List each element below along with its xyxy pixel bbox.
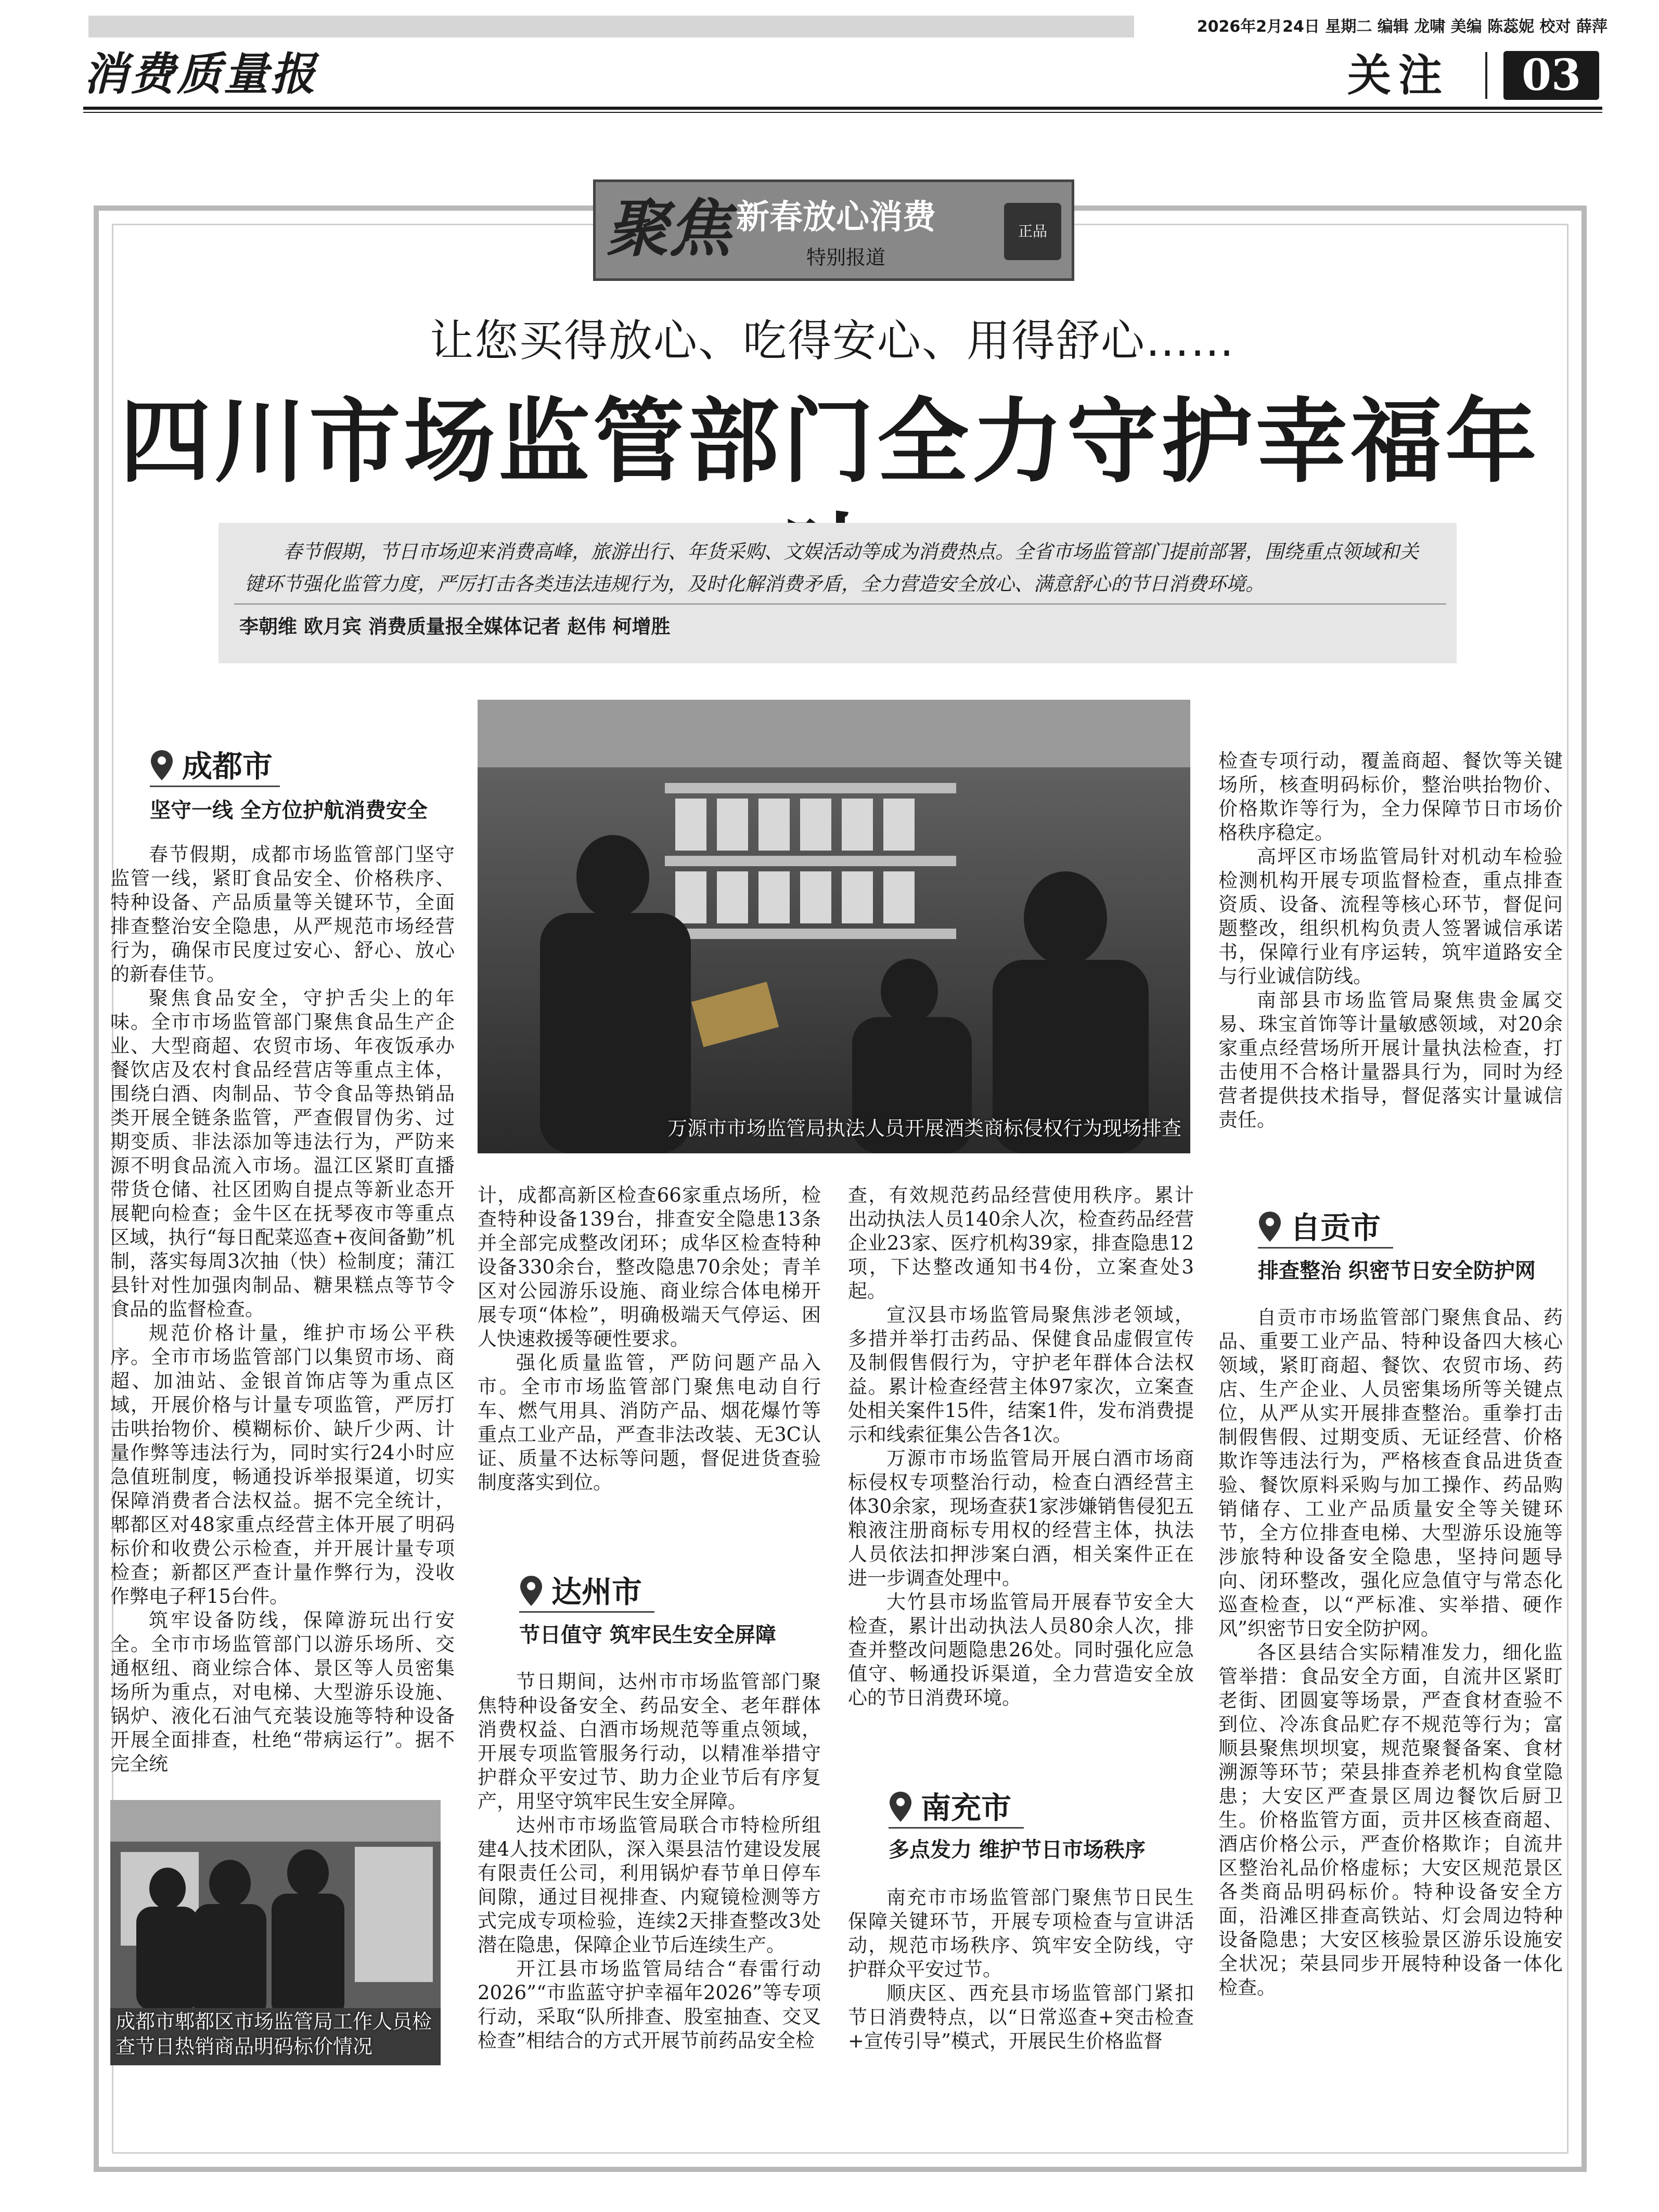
paragraph: 南部县市场监管局聚焦贵金属交易、珠宝首饰等计量敏感领域，对20余家重点经营场所开展计量执法检查，打击使用不合格计量器具行为，同时为经营者提供技术指导，督促落实计量诚信责任。 [1218, 989, 1563, 1131]
section-name: 关注 [1347, 49, 1450, 101]
location-pin-icon [519, 1575, 543, 1607]
header-rule-thin [83, 112, 1602, 113]
zigong-heading [1258, 1210, 1424, 1246]
masthead-logo: 消费质量报 [83, 48, 317, 100]
nanchong-col4 [1218, 749, 1563, 1132]
paragraph: 高坪区市场监管局针对机动车检验检测机构开展专项监督检查，重点排查资质、设备、流程等核心环节，督促问题整改，组织机构负责人签署诚信承诺书，保障行业有序运转，筑牢道路安全与行业诚信防线。 [1218, 845, 1563, 987]
article-subtitle: 让您买得放心、吃得安心、用得舒心…… [429, 315, 1235, 366]
issue-meta-line: 2026年2月24日 星期二 编辑 龙啸 美编 陈蕊妮 校对 薛萍 [1197, 18, 1607, 36]
paragraph: 各区县结合实际精准发力，细化监管举措：食品安全方面，自流井区紧盯老街、团圆宴等场景，严查食材查验不到位、冷冻食品贮存不规范等行为；富顺县聚焦坝坝宴，规范聚餐备案、食材溯源等环节；荣县排查养老机构食堂隐患；大安区严查景区周边餐饮后厨卫生。价格监管方面，贡井区核查商超、酒店价格公示，严查价格欺诈；自流井区整治礼品价格虚标；大安区规范景区各类商品明码标价。特种设备安全方面，沿滩区排查高铁站、灯会周边特种设备隐患；大安区核验景区游乐设施安全状况；荣县同步开展特种设备一体化检查。 [1218, 1641, 1563, 1999]
chengdu-col2 [478, 1184, 821, 1495]
top-gray-rule [88, 16, 1134, 37]
main-photo-caption: 万源市市场监管局执法人员开展酒类商标侵权行为现场排查 [667, 1117, 1182, 1140]
city-underline [1258, 1247, 1393, 1249]
paragraph: 春节假期，成都市场监管部门坚守监管一线，紧盯食品安全、价格秩序、特种设备、产品质量等关键环节，全面排查整治安全隐患，从严规范市场经营行为，确保市民度过安心、舒心、放心的新春佳节。 [110, 843, 455, 985]
banner-ju-jiao: 聚焦 [606, 192, 731, 265]
chengdu-subhead: 坚守一线 全方位护航消费安全 [150, 799, 428, 822]
paragraph: 聚焦食品安全，守护舌尖上的年味。全市市场监管部门聚焦食品生产企业、大型商超、农贸市场、年夜饭承办餐饮店及农村食品经营店等重点主体，围绕白酒、肉制品、节令食品等热销品类开展全链条监管，严查假冒伪劣、过期变质、非法添加等违法行为，严防来源不明食品流入市场。温江区紧盯直播带货仓储、社区团购自提点等新业态开展靶向检查；金牛区在抚琴夜市等重点区域，执行“每日配菜巡查+夜间备勤”机制，落实每周3次抽（快）检制度；蒲江县针对性加强肉制品、糖果糕点等节令食品的监督检查。 [110, 987, 455, 1320]
city-name: 达州市 [551, 1574, 642, 1610]
city-underline [889, 1827, 1024, 1829]
paragraph: 自贡市市场监管部门聚焦食品、药品、重要工业产品、特种设备四大核心领域，紧盯商超、餐饮、农贸市场、药店、生产企业、人员密集场所等关键点位，从严从实开展排查整治。重拳打击制假售假、过期变质、无证经营、价格欺诈等违法行为，严格核查食品进货查验、餐饮原料采购与加工操作、药品购销储存、工业产品质量安全等关键环节，全方位排查电梯、大型游乐设施等涉旅特种设备安全隐患，坚持问题导向、闭环整改，强化应急值守与常态化巡查检查，以“严标准、实举措、硬作风”织密节日安全防护网。 [1218, 1306, 1563, 1640]
paragraph: 规范价格计量，维护市场公平秩序。全市市场监管部门以集贸市场、商超、加油站、金银首饰店等为重点区域，开展价格与计量专项监管，严厉打击哄抬物价、模糊标价、缺斤少两、计量作弊等违法行为，同时实行24小时应急值班制度，畅通投诉举报渠道，切实保障消费者合法权益。据不完全统计，郫都区对48家重点经营主体开展了明码标价和收费公示检查，并开展计量专项检查；新都区严查计量作弊行为，没收作弊电子秤15台件。 [110, 1322, 455, 1607]
article-lead: 春节假期，节日市场迎来消费高峰，旅游出行、年货采购、文娱活动等成为消费热点。全省市场监管部门提前部署，围绕重点领域和关键环节强化监管力度，严厉打击各类违法违规行为，及时化解消费矛盾，全力营造安全放心、满意舒心的节日消费环境。 [245, 541, 1419, 595]
special-report-banner [593, 179, 1074, 281]
paragraph: 节日期间，达州市市场监管部门聚焦特种设备安全、药品安全、老年群体消费权益、白酒市场规范等重点领域，开展专项监管服务行动，以精准举措守护群众平安过节、助力企业节后有序复产，用坚守筑牢民生安全屏障。 [478, 1670, 821, 1812]
paragraph: 筑牢设备防线，保障游玩出行安全。全市市场监管部门以游乐场所、交通枢纽、商业综合体、景区等人员密集场所为重点，对电梯、大型游乐设施、锅炉、液化石油气充装设施等特种设备开展全面排查，杜绝“带病运行”。据不完全统 [110, 1609, 455, 1775]
small-photo-caption: 成都市郫都区市场监管局工作人员检查节日热销商品明码标价情况 [115, 2010, 432, 2058]
city-underline [150, 786, 280, 787]
paragraph: 万源市市场监管局开展白酒市场商标侵权专项整治行动，检查白酒经营主体30余家，现场查获1家涉嫌销售侵犯五粮液注册商标专用权的经营主体，执法人员依法扣押涉案白酒，相关案件正在进一步调查处理中。 [848, 1447, 1194, 1589]
city-name: 自贡市 [1290, 1210, 1381, 1245]
paragraph: 顺庆区、西充县市场监管部门紧扣节日消费特点，以“日常巡查+突击检查+宣传引导”模式，开展民生价格监督 [848, 1982, 1194, 2052]
paragraph: 强化质量监管，严防问题产品入市。全市市场监管部门聚焦电动自行车、燃气用具、消防产品、烟花爆竹等重点工业产品，严查非法改装、无3C认证、质量不达标等问题，督促进货查验制度落实到位。 [478, 1352, 821, 1494]
paragraph: 宣汉县市场监管局聚焦涉老领域，多措并举打击药品、保健食品虚假宣传及制假售假行为，守护老年群体合法权益。累计检查经营主体97家次，立案查处相关案件15件，结案1件，发布消费提示和线索征集公告各1次。 [848, 1304, 1194, 1446]
page-number: 03 [1503, 51, 1599, 100]
article-headline: 四川市场监管部门全力守护幸福年 [119, 389, 1540, 495]
location-pin-icon [150, 749, 174, 781]
dazhou-col2 [478, 1670, 821, 2053]
banner-subtitle: 特别报道 [806, 246, 886, 269]
banner-title: 新春放心消费 [736, 198, 936, 237]
nanchong-col3 [848, 1886, 1194, 2053]
nanchong-subhead: 多点发力 维护节日市场秩序 [889, 1838, 1146, 1862]
city-name: 南充市 [921, 1790, 1012, 1825]
paragraph: 南充市市场监管部门聚焦节日民生保障关键环节，开展专项检查与宣讲活动，规范市场秩序、筑牢安全防线，守护群众平安过节。 [848, 1886, 1194, 1980]
main-photo-image [478, 700, 1190, 1153]
header-rule-thick [83, 107, 1602, 110]
location-pin-icon [889, 1791, 912, 1823]
chengdu-heading [150, 748, 316, 785]
header-divider [1485, 52, 1487, 99]
byline: 李朝维 欧月宾 消费质量报全媒体记者 赵伟 柯增胜 [239, 615, 671, 638]
main-photo [478, 700, 1190, 1153]
city-underline [519, 1611, 654, 1613]
city-name: 成都市 [182, 749, 273, 784]
small-photo [110, 1800, 441, 2065]
paragraph: 计，成都高新区检查66家重点场所，检查特种设备139台，排查安全隐患13条并全部完成整改闭环；成华区检查特种设备330余台，整改隐患70余处；青羊区对公园游乐设施、商业综合体电梯开展专项“体检”，明确极端天气停运、困人快速救援等硬性要求。 [478, 1184, 821, 1350]
dazhou-subhead: 节日值守 筑牢民生安全屏障 [519, 1623, 776, 1647]
paragraph: 开江县市场监管局结合“春雷行动2026”“市监蓝守护幸福年2026”等专项行动，采取“队所排查、股室抽查、交叉检查”相结合的方式开展节前药品安全检 [478, 1958, 821, 2052]
zigong-subhead: 排查整治 织密节日安全防护网 [1258, 1259, 1536, 1283]
nanchong-heading [889, 1790, 1055, 1826]
paragraph: 大竹县市场监管局开展春节安全大检查，累计出动执法人员80余人次，排查并整改问题隐患26处。同时强化应急值守、畅通投诉渠道，全力营造安全放心的节日消费环境。 [848, 1591, 1194, 1709]
paragraph: 达州市市场监管局联合市特检所组建4人技术团队，深入渠县洁竹建设发展有限责任公司，利用锅炉春节单日停车间隙，通过目视排查、内窥镜检测等方式完成专项检验，连续2天排查整改3处潜在隐患，保障企业节后连续生产。 [478, 1814, 821, 1956]
paragraph: 检查专项行动，覆盖商超、餐饮等关键场所，核查明码标价，整治哄抬物价、价格欺诈等行为，全力保障节日市场价格秩序稳定。 [1218, 750, 1563, 844]
location-pin-icon [1258, 1211, 1282, 1243]
paragraph: 查，有效规范药品经营使用秩序。累计出动执法人员140余人次，检查药品经营企业23家、医疗机构39家，排查隐患12项，下达整改通知书4份，立案查处3起。 [848, 1184, 1194, 1302]
zigong-col4 [1218, 1306, 1563, 2000]
chengdu-col1 [110, 843, 455, 1776]
shopping-bag-icon: 正品 [1004, 203, 1061, 260]
lead-divider [234, 603, 1446, 605]
dazhou-heading [519, 1574, 686, 1610]
dazhou-col3 [848, 1184, 1194, 1710]
